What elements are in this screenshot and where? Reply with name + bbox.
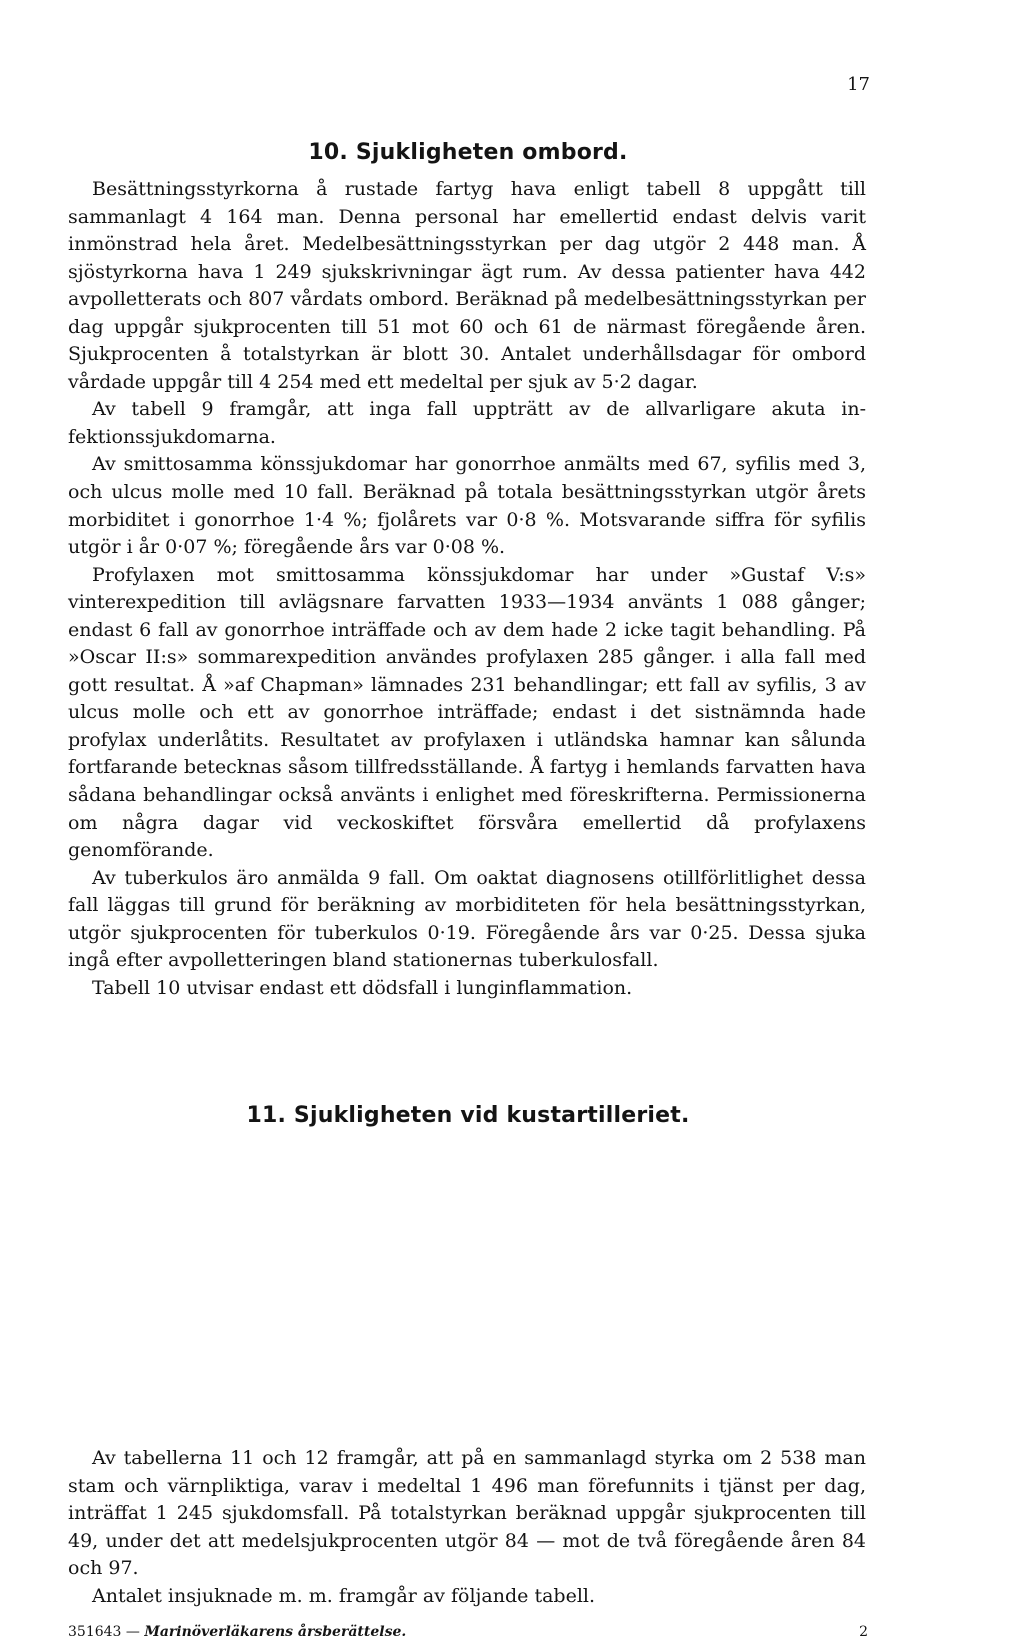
section-10-paragraph: Av tabell 9 framgår, att inga fall uppträtt av de allvarligare akuta infektionssjukdomarna.: [68, 398, 866, 448]
section-11-paragraph: Antalet insjuknade m. m. framgår av följande tabell.: [92, 1584, 596, 1607]
footer-sheet-number: 2: [859, 1624, 868, 1640]
section-10-paragraph: Besättningsstyrkorna å rustade fartyg hava enligt tabell 8 uppgått till sammanlagt 4 164 man. Denna personal har emellertid endast delvis varit inmönstrad hela året. Medelbesättningsstyrkan per dag utgör 2 448 man. Å sjöstyrkorna hava 1 249 sjukskrivningar ägt rum. Av dessa patienter hava 442 avpolletterats och 807 vårdats ombord. Beräknad på medelbesättningsstyrkan per dag uppgår sjukprocenten till 51 mot 60 och 61 de närmast föregående åren. Sjukprocenten å totalstyrkan är blott 30. Antalet underhållsdagar för ombord vårdade uppgår till 4 254 med ett medeltal per sjuk av 5·2 dagar.: [68, 178, 866, 393]
section-11-heading: 11. Sjukligheten vid kustartilleriet.: [246, 1103, 690, 1128]
footer-title: Marinöverläkarens årsberättelse.: [144, 1624, 407, 1640]
footer-imprint: [68, 1624, 406, 1640]
section-10-paragraph: Av smittosamma könssjukdomar har gonorrhoe anmälts med 67, syfilis med 3, och ulcus molle med 10 fall. Beräknad på totala besättningsstyrkan utgör årets morbiditet i gonorrhoe 1·4 %; fjolårets var 0·8 %. Motsvarande siffra för syfilis utgör i år 0·07 %; föregående års var 0·08 %.: [68, 453, 866, 559]
section-10-paragraph: Tabell 10 utvisar endast ett dödsfall i lunginflammation.: [92, 976, 633, 999]
section-10-heading: 10. Sjukligheten ombord.: [308, 140, 628, 165]
section-11-paragraph: Av tabellerna 11 och 12 framgår, att på en sammanlagd styrka om 2 538 man stam och värnpliktiga, varav i medeltal 1 496 man förefunnits i tjänst per dag, inträffat 1 245 sjukdomsfall. På totalstyrkan beräknad uppgår sjukprocenten till 49, under det att medelsjukprocenten utgör 84 — mot de två föregående åren 84 och 97.: [68, 1447, 866, 1580]
footer-code: 351643 —: [68, 1624, 140, 1640]
page-number: 17: [847, 74, 870, 95]
section-10-body: [68, 176, 866, 1002]
section-11-body: [68, 1445, 866, 1610]
section-10-paragraph: Profylaxen mot smittosamma könssjukdomar har under »Gustaf V:s» vinterexpedition till avlägsnare farvatten 1933—1934 använts 1 088 gånger; endast 6 fall av gonorrhoe inträffade och av dem hade 2 icke tagit behandling. På »Oscar II:s» sommarexpedition användes profylaxen 285 gånger. i alla fall med gott resultat. Å »af Chapman» lämnades 231 behandlingar; ett fall av syfilis, 3 av ulcus molle och ett av gonorrhoe inträffade; endast i det sistnämnda hade profylax underlåtits. Resultatet av profylaxen i utländska hamnar kan sålunda fortfarande betecknas såsom tillfredsställande. Å fartyg i hemlands farvatten hava sådana behandlingar också använts i enlighet med föreskrifterna. Permissionerna om några dagar vid veckoskiftet försvåra emellertid då profylaxens genomförande.: [68, 563, 866, 862]
section-10-paragraph: Av tuberkulos äro anmälda 9 fall. Om oaktat diagnosens otillförlitlighet dessa fall läggas till grund för beräkning av morbiditeten för hela besättningsstyrkan, utgör sjukprocenten för tuberkulos 0·19. Föregående års var 0·25. Dessa sjuka ingå efter avpolletteringen bland stationernas tuberkulosfall.: [68, 866, 866, 972]
